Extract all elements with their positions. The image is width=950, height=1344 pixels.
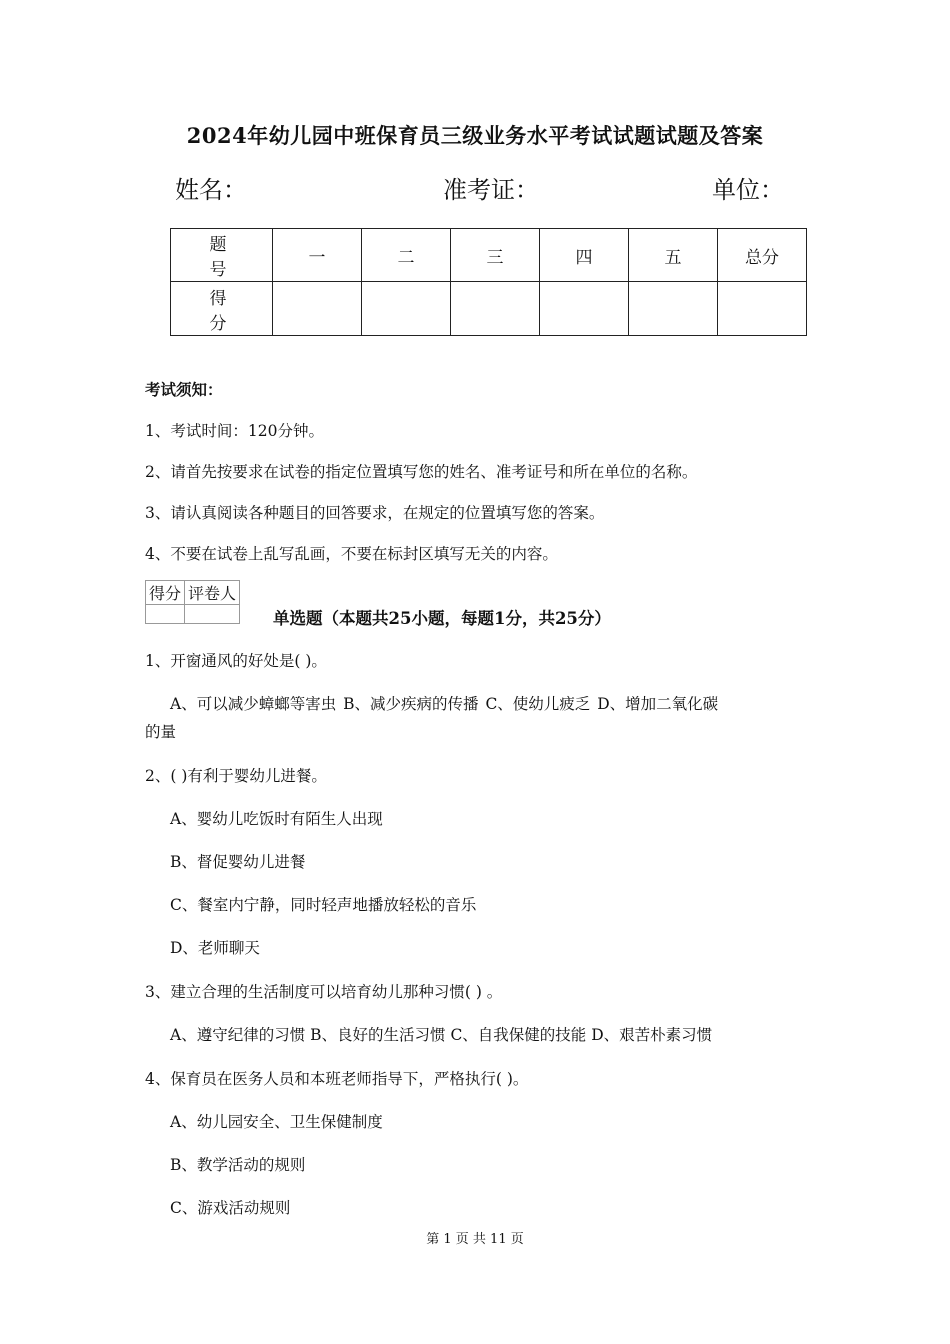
question-2-option-a: A、婴幼儿吃饭时有陌生人出现 [170, 810, 383, 828]
instruction-item: 3、请认真阅读各种题目的回答要求，在规定的位置填写您的答案。 [145, 504, 605, 522]
grader-table [145, 580, 240, 624]
score-table-score-row [171, 282, 807, 336]
score-cell [362, 282, 451, 336]
grader-score-cell [146, 605, 185, 624]
grader-reviewer-cell [185, 605, 240, 624]
question-4-option-b: B、教学活动的规则 [170, 1156, 306, 1174]
instruction-item: 4、不要在试卷上乱写乱画，不要在标封区填写无关的内容。 [145, 545, 558, 563]
score-cell [718, 282, 807, 336]
page-footer: 第 1 页 共 11 页 [426, 1232, 524, 1247]
score-table-header-cell: 一 [273, 229, 362, 282]
grader-reviewer-label: 评卷人 [185, 581, 240, 605]
question-2-option-c: C、餐室内宁静，同时轻声地播放轻松的音乐 [170, 896, 477, 914]
instruction-item: 2、请首先按要求在试卷的指定位置填写您的姓名、准考证号和所在单位的名称。 [145, 463, 698, 481]
exam-id-field-label: 准考证： [443, 176, 539, 204]
score-table-header-cell: 五 [629, 229, 718, 282]
score-table-header-cell: 二 [362, 229, 451, 282]
score-cell [273, 282, 362, 336]
score-table-header-cell: 三 [451, 229, 540, 282]
question-3-options: A、遵守纪律的习惯 B、良好的生活习惯 C、自我保健的技能 D、艰苦朴素习惯 [170, 1026, 713, 1044]
score-table-header-cell: 题 号 [171, 229, 273, 282]
document-title: 2024年幼儿园中班保育员三级业务水平考试试题试题及答案 [186, 123, 764, 148]
score-table [170, 228, 807, 336]
score-cell [540, 282, 629, 336]
instructions-heading: 考试须知： [145, 380, 223, 399]
question-3-stem: 3、建立合理的生活制度可以培育幼儿那种习惯( ) 。 [145, 983, 503, 1001]
question-1-options-continued: 的量 [145, 723, 177, 741]
question-4-stem: 4、保育员在医务人员和本班老师指导下，严格执行( )。 [145, 1070, 529, 1088]
score-table-header-row [171, 229, 807, 282]
score-table-header-cell: 四 [540, 229, 629, 282]
score-table-header-cell: 总分 [718, 229, 807, 282]
section-title: 单选题（本题共25小题，每题1分，共25分） [273, 609, 611, 628]
question-1-options: A、可以减少蟑螂等害虫 B、减少疾病的传播 C、使幼儿疲乏 D、增加二氧化碳 [170, 695, 719, 713]
question-2-option-b: B、督促婴幼儿进餐 [170, 853, 306, 871]
unit-field-label: 单位： [712, 176, 784, 204]
score-row-label: 得 分 [171, 282, 273, 336]
grader-score-label: 得分 [146, 581, 185, 605]
instruction-item: 1、考试时间：120分钟。 [145, 422, 324, 440]
question-1-stem: 1、开窗通风的好处是( )。 [145, 652, 327, 670]
question-4-option-a: A、幼儿园安全、卫生保健制度 [170, 1113, 383, 1131]
question-4-option-c: C、游戏活动规则 [170, 1199, 291, 1217]
score-cell [629, 282, 718, 336]
name-field-label: 姓名： [175, 176, 247, 204]
question-2-stem: 2、( )有利于婴幼儿进餐。 [145, 767, 327, 785]
score-cell [451, 282, 540, 336]
question-2-option-d: D、老师聊天 [170, 939, 260, 957]
